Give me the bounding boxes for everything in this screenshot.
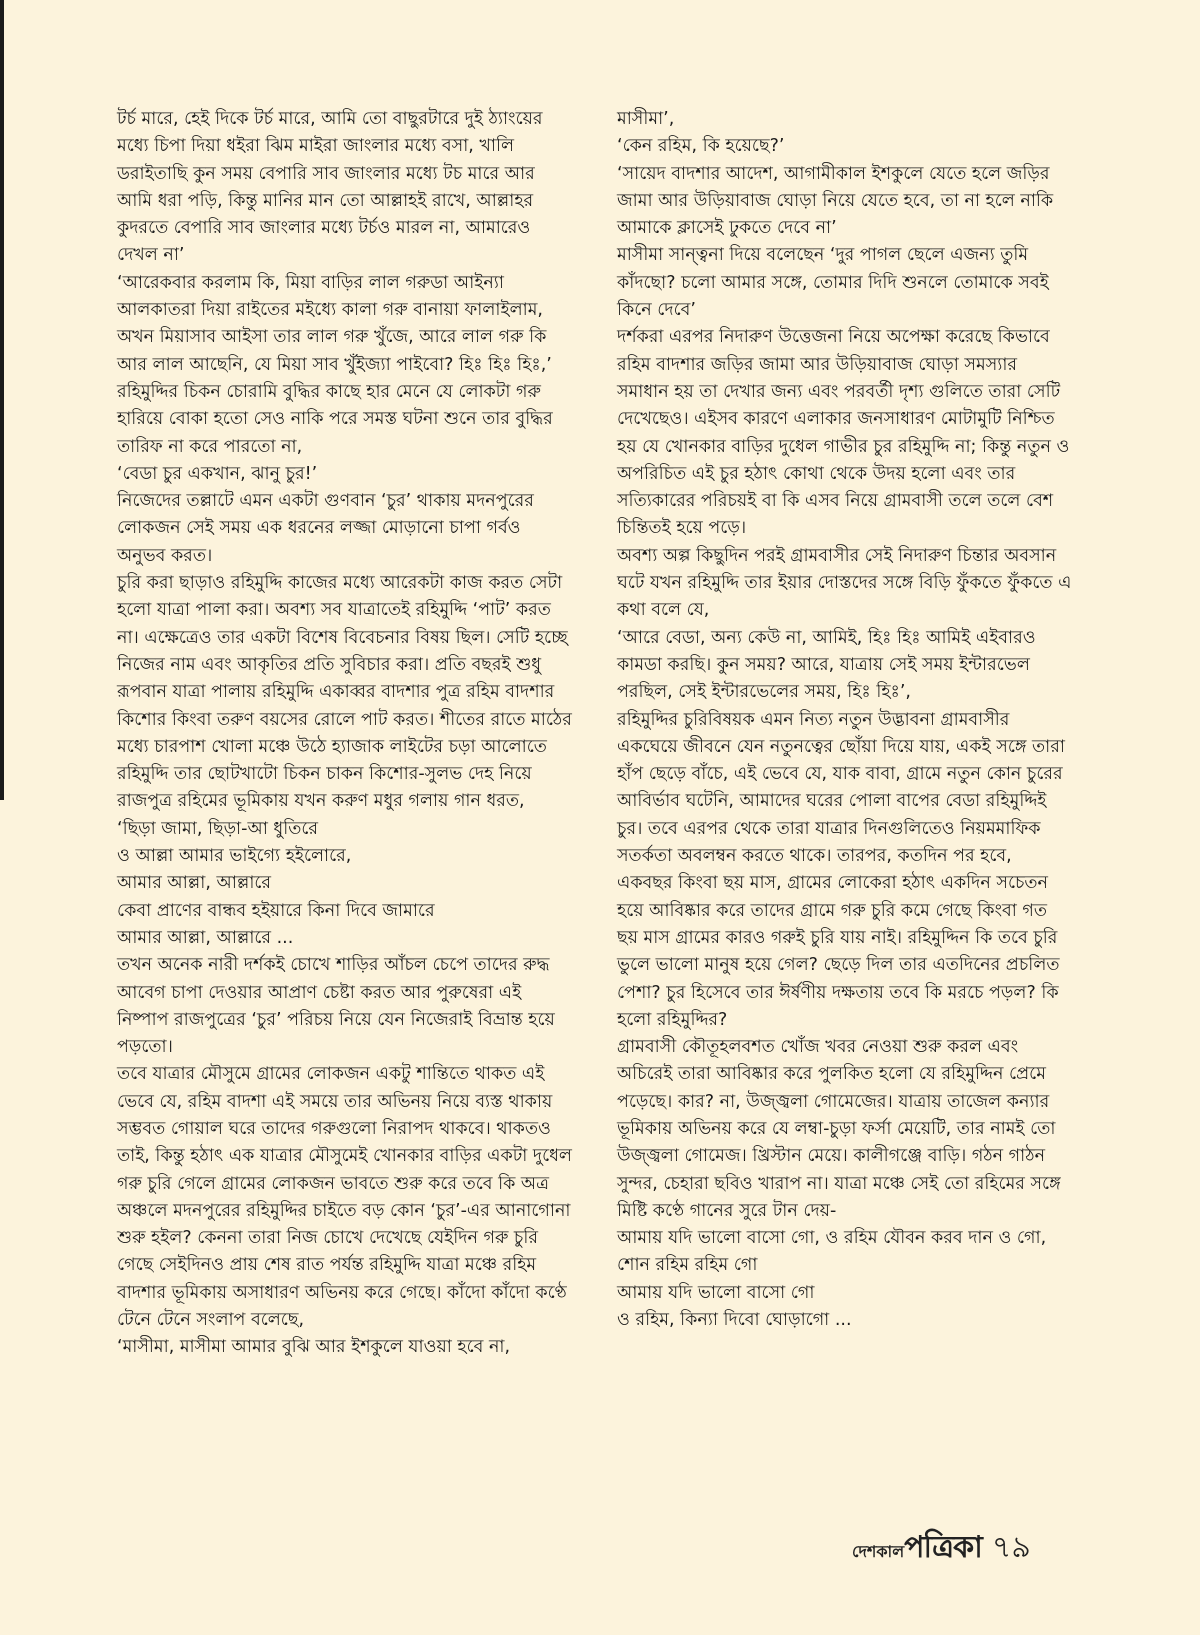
page-footer <box>852 1523 1031 1574</box>
left-edge-rule <box>0 0 4 800</box>
paragraph: অবশ্য অল্প কিছুদিন পরই গ্রামবাসীর সেই নিদারুণ চিন্তার অবসান ঘটে যখন রহিমুদ্দি তার ইয়ার দোস্তদের সঙ্গে বিড়ি ফুঁকতে ফুঁকতে এ কথা বলে যে, <box>617 545 1072 621</box>
left-column <box>117 106 572 1362</box>
paragraph: নিজেদের তল্লাটে এমন একটা গুণবান ‘চুর’ থাকায় মদনপুরের লোকজন সেই সময় এক ধরনের লজ্জা মোড়ানো চাপা গর্বও অনুভব করত। <box>117 491 534 566</box>
paragraph: মাসীমা সান্ত্বনা দিয়ে বলেছেন ‘দুর পাগল ছেলে এজন্য তুমি কাঁদছো? চলো আমার সঙ্গে, তোমার দিদি শুনলে তোমাকে সবই কিনে দেবে’ <box>617 245 1049 321</box>
paragraph: দর্শকরা এরপর নিদারুণ উত্তেজনা নিয়ে অপেক্ষা করেছে কিভাবে রহিম বাদশার জড়ির জামা আর উড়িয়াবাজ ঘোড়া সমস্যার সমাধান হয় তা দেখার জন্য এবং পরবর্তী দৃশ্য গুলিতে তারা সেটি দেখেছেও। এইসব কারণে এলাকার জনসাধারণ মোটামুটি নিশ্চিত হয় যে খোনকার বাড়ির দুধেল গাভীর চুর রহিমুদ্দি না; কিন্তু নতুন ও অপরিচিত এই চুর হঠাৎ কোথা থেকে উদয় হলো এবং তার সত্যিকারের পরিচয়ই বা কি এসব নিয়ে গ্রামবাসী তলে তলে বেশ চিন্তিতই হয়ে পড়ে। <box>617 327 1070 539</box>
paragraph: ও আল্লা আমার ভাইগ্যে হইলোরে, <box>117 846 352 867</box>
paragraph: রহিমুদ্দির চুরিবিষয়ক এমন নিত্য নতুন উদ্ভাবনা গ্রামবাসীর একঘেয়ে জীবনে যেন নতুনত্বের ছোঁয়া দিয়ে যায়, একই সঙ্গে তারা হাঁপ ছেড়ে বাঁচে, এই ভেবে যে, যাক বাবা, গ্রামে নতুন কোন চুরের আবির্ভাব ঘটেনি, আমাদের ঘরের পোলা বাপের বেডা রহিমুদ্দিই চুর। তবে এরপর থেকে তারা যাত্রার দিনগুলিতেও নিয়মমাফিক সতর্কতা অবলম্বন করতে থাকে। তারপর, কতদিন পর হবে, একবছর কিংবা ছয় মাস, গ্রামের লোকেরা হঠাৎ একদিন সচেতন হয়ে আবিষ্কার করে তাদের গ্রামে গরু চুরি কমে গেছে কিংবা গত ছয় মাস গ্রামের কারও গরুই চুরি যায় নাই। রহিমুদ্দিন কি তবে চুরি ভুলে ভালো মানুষ হয়ে গেল? ছেড়ে দিল তার এতদিনের প্রচলিত পেশা? চুর হিসেবে তার ঈর্ষণীয় দক্ষতায় তবে কি মরচে পড়ল? কি হলো রহিমুদ্দির? <box>617 709 1065 1030</box>
paragraph: চুরি করা ছাড়াও রহিমুদ্দি কাজের মধ্যে আরেকটা কাজ করত সেটা হলো যাত্রা পালা করা। অবশ্য সব যাত্রাতেই রহিমুদ্দি ‘পাট’ করত না। এক্ষেত্রেও তার একটা বিশেষ বিবেচনার বিষয় ছিল। সেটি হচ্ছে নিজের নাম এবং আকৃতির প্রতি সুবিচার করা। প্রতি বছরই শুধু রূপবান যাত্রা পালায় রহিমুদ্দি একাব্বর বাদশার পুত্র রহিম বাদশার কিশোর কিংবা তরুণ বয়সের রোলে পাট করত। শীতের রাতে মাঠের মধ্যে চারপাশ খোলা মঞ্চে উঠে হ্যাজাক লাইটের চড়া আলোতে রহিমুদ্দি তার ছোটখাটো চিকন চাকন কিশোর-সুলভ দেহ নিয়ে রাজপুত্র রহিমের ভূমিকায় যখন করুণ মধুর গলায় গান ধরত, <box>117 573 572 812</box>
magazine-logo-big: পত্রিকা <box>904 1530 982 1565</box>
paragraph: ‘আরে বেডা, অন্য কেউ না, আমিই, হিঃ হিঃ আমিই এইবারও কামডা করছি। কুন সময়? আরে, যাত্রায় সেই সময় ইন্টারভেল পরছিল, সেই ইন্টারভেলের সময়, হিঃ হিঃ’, <box>617 627 1036 703</box>
paragraph: তখন অনেক নারী দর্শকই চোখে শাড়ির আঁচল চেপে তাদের রুদ্ধ আবেগ চাপা দেওয়ার আপ্রাণ চেষ্টা করত আর পুরুষেরা এই নিষ্পাপ রাজপুত্রের ‘চুর’ পরিচয় নিয়ে যেন নিজেরাই বিভ্রান্ত হয়ে পড়তো। <box>117 955 555 1058</box>
paragraph: ‘বেডা চুর একখান, ঝানু চুর!’ <box>117 463 318 484</box>
paragraph: ‘কেন রহিম, কি হয়েছে?’ <box>617 136 785 157</box>
paragraph: ও রহিম, কিন্যা দিবো ঘোড়াগো ... <box>617 1310 852 1331</box>
paragraph: গ্রামবাসী কৌতূহলবশত খোঁজ খবর নেওয়া শুরু করল এবং অচিরেই তারা আবিষ্কার করে পুলকিত হলো যে রহিমুদ্দিন প্রেমে পড়েছে। কার? না, উজ্জ্বলা গোমেজের। যাত্রায় তাজেল কন্যার ভূমিকায় অভিনয় করে যে লম্বা-চুড়া ফর্সা মেয়েটি, তার নামই তো উজ্জ্বলা গোমেজ। খ্রিস্টান মেয়ে। কালীগঞ্জে বাড়ি। গঠন গাঠন সুন্দর, চেহারা ছবিও খারাপ না। যাত্রা মঞ্চে সেই তো রহিমের সঙ্গে মিষ্টি কণ্ঠে গানের সুরে টান দেয়- <box>617 1037 1061 1221</box>
right-column <box>617 106 1072 1334</box>
paragraph: আমায় যদি ভালো বাসো গো <box>617 1282 815 1303</box>
paragraph: রহিমুদ্দির চিকন চোরামি বুদ্ধির কাছে হার মেনে যে লোকটা গরু হারিয়ে বোকা হতো সেও নাকি পরে সমস্ত ঘটনা শুনে তার বুদ্ধির তারিফ না করে পারতো না, <box>117 381 553 457</box>
page-number: ৭৯ <box>991 1530 1031 1565</box>
paragraph: আমার আল্লা, আল্লারে <box>117 873 272 894</box>
paragraph: তবে যাত্রার মৌসুমে গ্রামের লোকজন একটু শান্তিতে থাকত এই ভেবে যে, রহিম বাদশা এই সময়ে তার অভিনয় নিয়ে ব্যস্ত থাকায় সম্ভবত গোয়াল ঘরে তাদের গরুগুলো নিরাপদ থাকবে। থাকতও তাই, কিন্তু হঠাৎ এক যাত্রার মৌসুমেই খোনকার বাড়ির একটা দুধেল গরু চুরি গেলে গ্রামের লোকজন ভাবতে শুরু করে তবে কি অত্র অঞ্চলে মদনপুরের রহিমুদ্দির চাইতে বড় কোন ‘চুর’-এর আনাগোনা শুরু হইল? কেননা তারা নিজ চোখে দেখেছে যেইদিন গরু চুরি গেছে সেইদিনও প্রায় শেষ রাত পর্যন্ত রহিমুদ্দি যাত্রা মঞ্চে রহিম বাদশার ভূমিকায় অসাধারণ অভিনয় করে গেছে। কাঁদো কাঁদো কণ্ঠে টেনে টেনে সংলাপ বলেছে, <box>117 1064 572 1331</box>
magazine-logo <box>852 1523 982 1574</box>
paragraph: আমার আল্লা, আল্লারে ... <box>117 927 294 948</box>
paragraph: আমায় যদি ভালো বাসো গো, ও রহিম যৌবন করব দান ও গো, <box>617 1228 1047 1249</box>
paragraph: মাসীমা’, <box>617 109 675 129</box>
paragraph: শোন রহিম রহিম গো <box>617 1255 758 1276</box>
paragraph: ‘মাসীমা, মাসীমা আমার বুঝি আর ইশকুলে যাওয়া হবে না, <box>117 1337 511 1358</box>
magazine-logo-small: দেশকাল <box>852 1542 905 1561</box>
paragraph: ‘সায়েদ বাদশার আদেশ, আগামীকাল ইশকুলে যেতে হলে জড়ির জামা আর উড়িয়াবাজ ঘোড়া নিয়ে যেতে হবে, তা না হলে নাকি আমাকে ক্লাসেই ঢুকতে দেবে না’ <box>617 163 1054 239</box>
paragraph: ‘ছিড়া জামা, ছিড়া-আ ধুতিরে <box>117 818 319 839</box>
paragraph: টর্চ মারে, হেই দিকে টর্চ মারে, আমি তো বাছুরটারে দুই ঠ্যাংয়ের মধ্যে চিপা দিয়া ধইরা ঝিম মাইরা জাংলার মধ্যে বসা, খালি ডরাইতাছি কুন সময় বেপারি সাব জাংলার মধ্যে টচ মারে আর আমি ধরা পড়ি, কিন্তু মানির মান তো আল্লাহই রাখে, আল্লাহর কুদরতে বেপারি সাব জাংলার মধ্যে টর্চও মারল না, আমারেও দেখল না’ <box>117 109 543 266</box>
paragraph: কেবা প্রাণের বান্ধব হইয়ারে কিনা দিবে জামারে <box>117 900 435 921</box>
paragraph: ‘আরেকবার করলাম কি, মিয়া বাড়ির লাল গরুডা আইন্যা আলকাতরা দিয়া রাইতের মইধ্যে কালা গরু বানায়া ফালাইলাম, অখন মিয়াসাব আইসা তার লাল গরু খুঁজে, আরে লাল গরু কি আর লাল আছেনি, যে মিয়া সাব খুঁইজ্যা পাইবো? হিঃ হিঃ হিঃ,’ <box>117 272 552 375</box>
